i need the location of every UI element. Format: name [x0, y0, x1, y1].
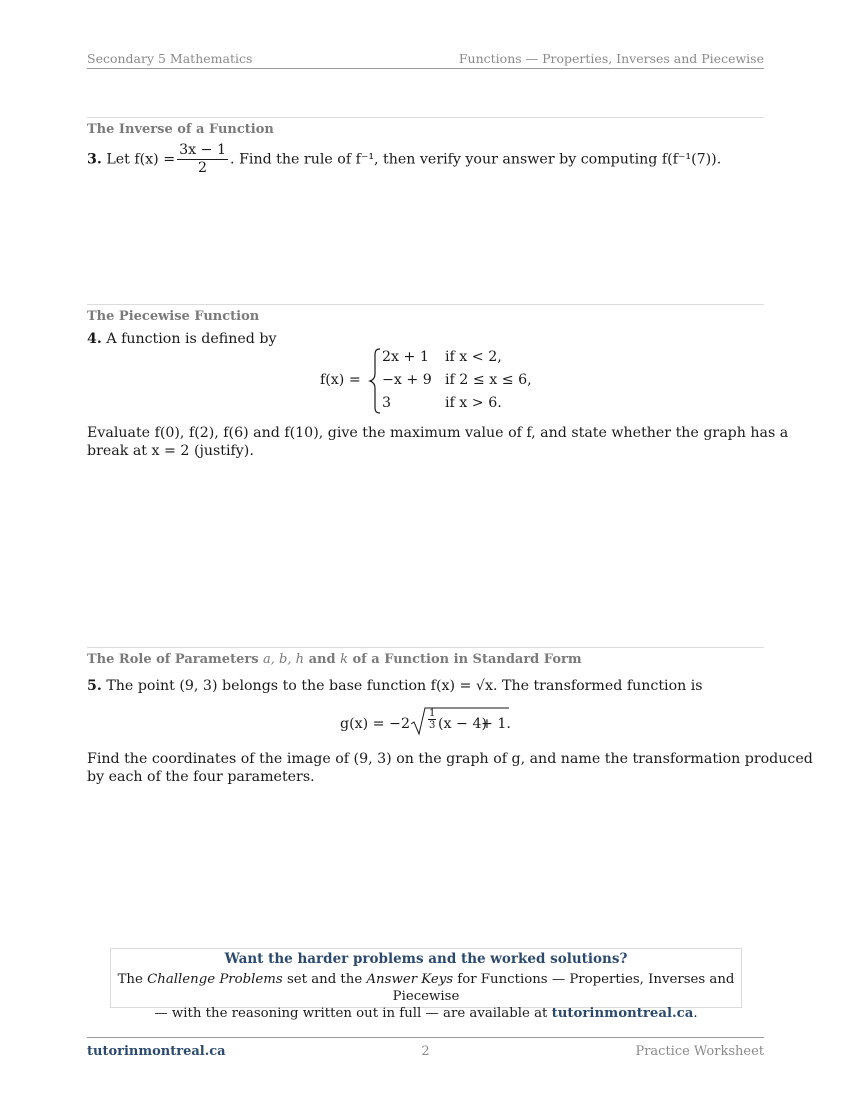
- problem-3-lead: Let f(x) =: [106, 151, 176, 168]
- title-part: of a Function in Standard Form: [352, 652, 582, 667]
- case-3-cond: if x > 6.: [445, 395, 502, 411]
- callout-challenge-problems: Challenge Problems: [147, 972, 283, 987]
- fraction-numerator: 3x − 1: [179, 142, 227, 158]
- problem-number: 4.: [87, 331, 102, 347]
- piecewise-definition: [320, 346, 580, 416]
- title-part: The Role of Parameters: [87, 652, 259, 667]
- fraction-denominator: 2: [198, 160, 208, 176]
- g-lead: g(x) = −2: [340, 716, 410, 732]
- header-topic: Functions — Properties, Inverses and Piecewise: [458, 51, 764, 66]
- callout-text: set and the: [286, 972, 363, 987]
- radicand-fraction: [428, 708, 436, 731]
- running-header: [87, 50, 764, 69]
- g-tail: + 1.: [481, 716, 511, 732]
- problem-4-question-line1: Evaluate f(0), f(2), f(6) and f(10), give the maximum value of f, and state whether the graph has a: [87, 425, 789, 441]
- section-inverse: [87, 117, 764, 137]
- problem-number: 3.: [87, 151, 102, 168]
- radicand-denominator: 3: [429, 720, 436, 731]
- callout-text: — with the reasoning written out in full — are available at: [154, 1006, 548, 1021]
- section-title-piecewise: The Piecewise Function: [87, 309, 260, 324]
- case-2-cond: if 2 ≤ x ≤ 6,: [445, 372, 532, 388]
- callout-site-link[interactable]: tutorinmontreal.ca: [551, 1006, 694, 1021]
- title-params: a, b, h: [263, 652, 305, 667]
- section-piecewise: [87, 304, 764, 324]
- callout-text: .: [693, 1006, 698, 1021]
- left-brace-icon: [368, 346, 382, 416]
- problem-5-question-line1: Find the coordinates of the image of (9, 3) on the graph of g, and name the transformation produced: [87, 751, 813, 767]
- case-1-expr: 2x + 1: [382, 349, 429, 365]
- radicand-numerator: 1: [429, 708, 436, 719]
- case-3-expr: 3: [382, 395, 392, 411]
- page-number: 2: [421, 1044, 430, 1059]
- problem-5-intro-text: The point (9, 3) belongs to the base function f(x) = √x. The transformed function is: [106, 678, 703, 694]
- problem-3-text: . Find the rule of f⁻¹, then verify your answer by computing f(f⁻¹(7)).: [230, 151, 722, 168]
- title-param-k: k: [340, 652, 348, 667]
- footer-site-link[interactable]: tutorinmontreal.ca: [87, 1044, 226, 1059]
- fraction: [177, 142, 228, 177]
- section-parameters: [87, 647, 764, 667]
- section-title-parameters: [87, 652, 582, 667]
- piecewise-fx-label: f(x) =: [320, 372, 361, 388]
- page-footer: [87, 1037, 764, 1059]
- radicand-rest: (x − 4): [438, 716, 488, 732]
- problem-5-question-line2: by each of the four parameters.: [87, 769, 315, 785]
- callout-heading: Want the harder problems and the worked solutions?: [224, 951, 628, 967]
- title-part: and: [308, 652, 336, 667]
- problem-4-question-line2: break at x = 2 (justify).: [87, 443, 254, 459]
- problem-number: 5.: [87, 678, 102, 694]
- problem-5-intro: [87, 677, 703, 695]
- callout-text: The: [117, 972, 143, 987]
- problem-4-intro-text: A function is defined by: [106, 331, 277, 347]
- promo-callout-box: [110, 948, 742, 1021]
- case-2-expr: −x + 9: [382, 372, 432, 388]
- callout-text: for Functions — Properties, Inverses and Piecewise: [392, 972, 735, 1004]
- case-1-cond: if x < 2,: [445, 349, 502, 365]
- footer-doc-type: Practice Worksheet: [635, 1044, 764, 1059]
- callout-body: [111, 971, 741, 1022]
- problem-3: [87, 142, 721, 177]
- section-title-inverse: The Inverse of a Function: [87, 122, 274, 137]
- problem-4-intro: [87, 330, 276, 348]
- callout-answer-keys: Answer Keys: [366, 972, 454, 987]
- header-course: Secondary 5 Mathematics: [87, 51, 253, 66]
